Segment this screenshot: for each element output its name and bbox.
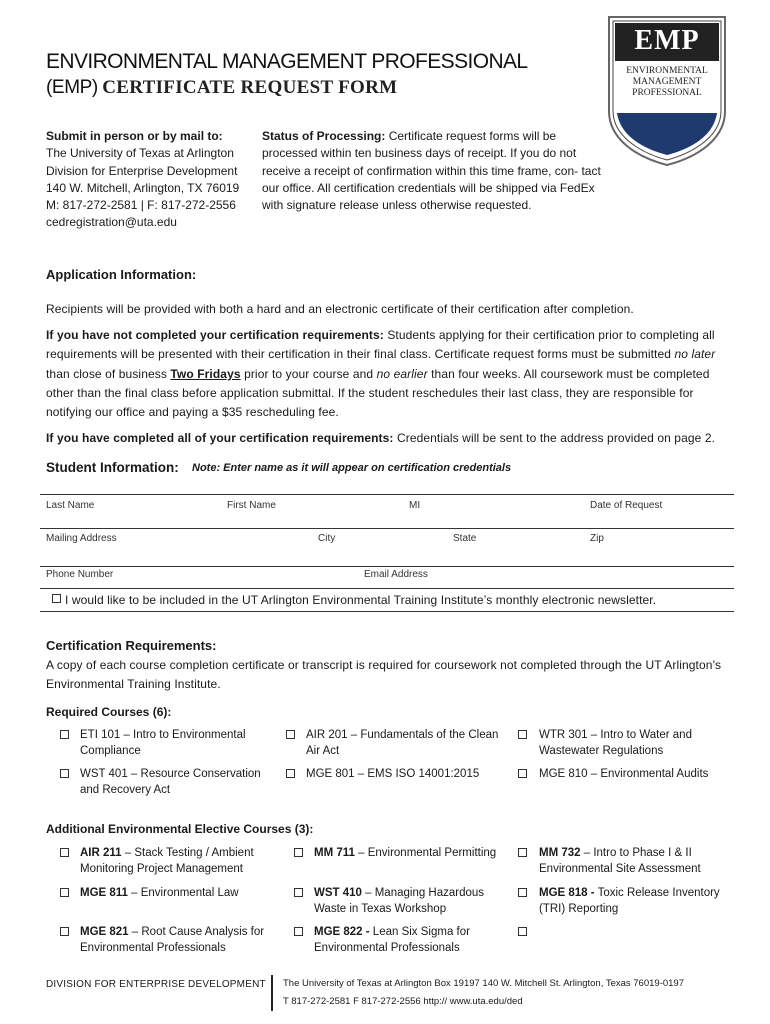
application-heading: Application Information: — [46, 267, 197, 282]
logo-abbrev: EMP — [634, 25, 700, 56]
elective-course-mge-811 — [80, 885, 239, 901]
title-line2 — [46, 77, 397, 99]
completed-paragraph — [46, 429, 746, 448]
emp-logo — [606, 15, 728, 167]
phone-number-field[interactable]: Phone Number — [46, 569, 114, 580]
course-label: – Stack Testing / Ambient — [121, 847, 254, 859]
course-code: MM 732 — [539, 847, 581, 859]
not-completed-text: than close of business — [46, 366, 167, 381]
not-completed-text: than four weeks. All coursework must be completed other than the final class before application submittal. If the student reschedules their last class, they are responsible for notifying our office and paying a $35 rescheduling fee. — [46, 366, 710, 420]
course-label: MGE 810 – Environmental Audits — [539, 768, 709, 780]
course-code: MM 711 — [314, 847, 355, 859]
footer-division: DIVISION FOR ENTERPRISE DEVELOPMENT — [46, 979, 266, 990]
status-heading: Status of Processing: — [262, 129, 386, 143]
elective-heading: Additional Environmental Elective Courses (3): — [46, 822, 314, 836]
state-field[interactable]: State — [453, 533, 477, 544]
elective-course-air-211 — [80, 845, 254, 877]
course-label: – Root Cause Analysis for — [128, 926, 265, 938]
title-line1: ENVIRONMENTAL MANAGEMENT PROFESSIONAL — [46, 50, 528, 73]
footer-divider — [271, 975, 273, 1011]
mailing-address-field[interactable]: Mailing Address — [46, 533, 117, 544]
required-course-wst-401 — [80, 766, 261, 798]
course-checkbox[interactable] — [294, 888, 303, 897]
name-row-line — [40, 494, 734, 495]
elective-course-mm-711 — [314, 845, 496, 861]
not-completed-text: Students applying for their certification prior to completing all requirements will be presented with their certification in their final class. Certificate request forms must be submitted — [46, 328, 715, 362]
title-line2-rest: CERTIFICATE REQUEST FORM — [102, 77, 398, 98]
course-code: MGE 818 - — [539, 887, 595, 899]
elective-course-wst-410 — [314, 885, 484, 917]
course-label: Compliance — [80, 745, 141, 757]
title-line2-prefix: (EMP) — [46, 77, 98, 98]
course-checkbox[interactable] — [518, 848, 527, 857]
logo-text-line1: ENVIRONMENTAL — [626, 66, 708, 76]
submit-line: The University of Texas at Arlington — [46, 146, 234, 161]
required-course-wtr-301 — [539, 727, 692, 759]
course-label: Environmental Professionals — [314, 942, 460, 954]
logo-text-line3: PROFESSIONAL — [632, 88, 702, 98]
certification-text: A copy of each course completion certificate or transcript is required for coursework not completed through the UT Arlington’s Environmental Training Institute. — [46, 658, 722, 692]
course-label: and Recovery Act — [80, 784, 171, 796]
course-code: AIR 211 — [80, 847, 122, 859]
course-label: – Environmental Law — [127, 887, 239, 899]
newsletter-text: I would like to be included in the UT Arlington Environmental Training Institute’s monthly electronic newsletter. — [65, 593, 657, 607]
newsletter-bottom-line — [40, 611, 734, 612]
last-name-field[interactable]: Last Name — [46, 500, 95, 511]
logo-text-line2: MANAGEMENT — [632, 77, 702, 87]
student-note: Note: Enter name as it will appear on certification credentials — [192, 462, 512, 474]
course-checkbox[interactable] — [518, 730, 527, 739]
status-text: Certificate request forms will be processed within ten business days of receipt. If you do not receive a receipt of confirmation within this time frame, con- tact our office. All certification credentials will be shipped via FedEx with signature release unless otherwise requested. — [262, 129, 601, 213]
logo-text — [606, 66, 728, 99]
certification-heading: Certification Requirements: — [46, 638, 217, 653]
recipients-text: Recipients will be provided with both a hard and an electronic certificate of their certification after completion. — [46, 302, 634, 316]
submit-line: 140 W. Mitchell, Arlington, TX 76019 — [46, 180, 240, 195]
elective-course-mge-821 — [80, 924, 264, 956]
course-label: Lean Six Sigma for — [369, 926, 470, 938]
course-checkbox[interactable] — [60, 730, 69, 739]
course-label: AIR 201 – Fundamentals of the Clean — [306, 729, 499, 741]
status-block — [262, 128, 602, 214]
course-checkbox[interactable] — [286, 769, 295, 778]
not-completed-text: prior to your course and — [244, 366, 374, 381]
no-later-text: no later — [674, 347, 716, 362]
elective-course-mge-822 — [314, 924, 470, 956]
mi-field[interactable]: MI — [409, 500, 421, 511]
course-checkbox[interactable] — [286, 730, 295, 739]
course-code: MGE 822 - — [314, 926, 370, 938]
required-course-eti-101 — [80, 727, 246, 759]
course-label: WTR 301 – Intro to Water and — [539, 729, 692, 741]
course-code: MGE 821 — [80, 926, 129, 938]
course-label: Environmental Site Assessment — [539, 863, 701, 875]
elective-course-mge-818 — [539, 885, 720, 917]
first-name-field[interactable]: First Name — [227, 500, 276, 511]
email-address-field[interactable]: Email Address — [364, 569, 428, 580]
submit-line: M: 817-272-2581 | F: 817-272-2556 — [46, 198, 236, 213]
submit-email: cedregistration@uta.edu — [46, 215, 177, 230]
course-label: Toxic Release Inventory — [594, 887, 720, 899]
zip-field[interactable]: Zip — [590, 533, 604, 544]
course-checkbox[interactable] — [518, 888, 527, 897]
completed-text: Credentials will be sent to the address provided on page 2. — [396, 431, 716, 445]
course-checkbox[interactable] — [518, 769, 527, 778]
course-label: – Intro to Phase I & II — [580, 847, 692, 859]
not-completed-heading: If you have not completed your certification requirements: — [46, 328, 384, 342]
course-label: Monitoring Project Management — [80, 863, 243, 875]
course-label: Wastewater Regulations — [539, 745, 664, 757]
course-checkbox-blank[interactable] — [518, 927, 527, 936]
course-checkbox[interactable] — [60, 888, 69, 897]
course-label: Environmental Professionals — [80, 942, 226, 954]
course-label: Waste in Texas Workshop — [314, 903, 447, 915]
newsletter-option[interactable] — [52, 593, 656, 607]
course-checkbox[interactable] — [294, 848, 303, 857]
date-of-request-field[interactable]: Date of Request — [590, 500, 663, 511]
course-label: – Managing Hazardous — [361, 887, 485, 899]
course-label: – Environmental Permitting — [354, 847, 497, 859]
student-heading: Student Information: — [46, 460, 179, 475]
footer-contact: T 817-272-2581 F 817-272-2556 http:// www.uta.edu/ded — [283, 996, 523, 1007]
elective-course-mm-732 — [539, 845, 701, 877]
footer-address: The University of Texas at Arlington Box 19197 140 W. Mitchell St. Arlington, Texas 76019-0197 — [283, 978, 684, 989]
submit-line: Division for Enterprise Development — [46, 163, 238, 178]
submit-heading: Submit in person or by mail to: — [46, 129, 223, 143]
city-field[interactable]: City — [318, 533, 336, 544]
submit-block — [46, 128, 256, 232]
course-code: WST 410 — [314, 887, 362, 899]
course-checkbox[interactable] — [60, 769, 69, 778]
two-fridays-text: Two Fridays — [170, 366, 241, 381]
required-heading: Required Courses (6): — [46, 705, 172, 719]
required-course-mge-801 — [306, 766, 479, 782]
course-code: MGE 811 — [80, 887, 128, 899]
contact-row-line — [40, 566, 734, 567]
course-label: ETI 101 – Intro to Environmental — [80, 729, 246, 741]
course-checkbox[interactable] — [294, 927, 303, 936]
course-label: WST 401 – Resource Conservation — [80, 768, 261, 780]
completed-heading: If you have completed all of your certification requirements: — [46, 431, 394, 445]
newsletter-top-line — [40, 588, 734, 589]
course-label: (TRI) Reporting — [539, 903, 619, 915]
no-earlier-text: no earlier — [376, 366, 428, 381]
address-row-line — [40, 528, 734, 529]
required-course-mge-810 — [539, 766, 708, 782]
course-label: Air Act — [306, 745, 340, 757]
required-course-air-201 — [306, 727, 498, 759]
not-completed-paragraph — [46, 326, 736, 422]
newsletter-checkbox[interactable] — [52, 594, 61, 603]
course-checkbox[interactable] — [60, 848, 69, 857]
course-checkbox[interactable] — [60, 927, 69, 936]
course-label: MGE 801 – EMS ISO 14001:2015 — [306, 768, 480, 780]
